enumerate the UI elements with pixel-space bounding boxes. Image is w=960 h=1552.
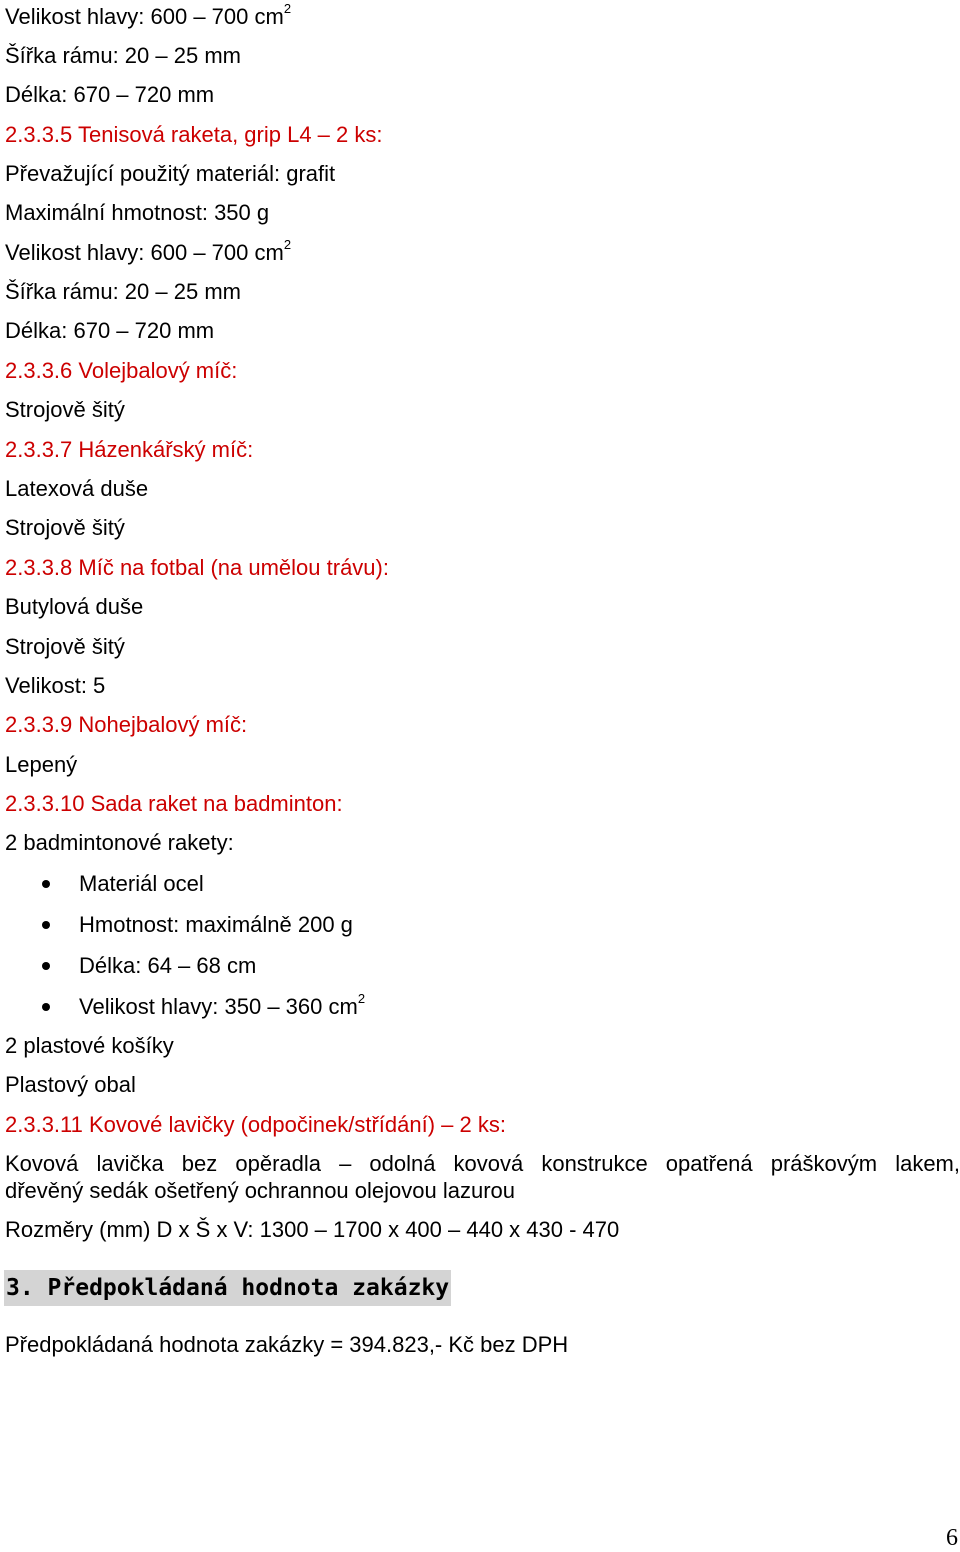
section-heading: 3. Předpokládaná hodnota zakázky xyxy=(4,1270,451,1306)
subsection-heading: 2.3.3.7 Házenkářský míč: xyxy=(5,437,254,462)
bullet-icon xyxy=(42,921,50,929)
bullet-icon xyxy=(42,962,50,970)
subsection-heading: 2.3.3.11 Kovové lavičky (odpočinek/střídání) – 2 ks: xyxy=(5,1112,506,1137)
superscript: 2 xyxy=(283,236,292,252)
superscript: 2 xyxy=(357,990,366,1006)
text-line: Rozměry (mm) D x Š x V: 1300 – 1700 x 400 – 440 x 430 - 470 xyxy=(5,1217,620,1242)
list-item: Délka: 64 – 68 cm xyxy=(79,953,257,978)
superscript: 2 xyxy=(283,0,292,16)
text-line: Butylová duše xyxy=(5,594,144,619)
text-line xyxy=(5,236,292,266)
text-line: Šířka rámu: 20 – 25 mm xyxy=(5,279,241,304)
text-line: Délka: 670 – 720 mm xyxy=(5,318,215,343)
value-line: Předpokládaná hodnota zakázky = 394.823,- Kč bez DPH xyxy=(5,1332,569,1357)
text-line: Délka: 670 – 720 mm xyxy=(5,82,215,107)
subsection-heading: 2.3.3.9 Nohejbalový míč: xyxy=(5,712,248,737)
paragraph-line: dřevěný sedák ošetřený ochrannou olejovou lazurou xyxy=(5,1178,515,1203)
subsection-heading: 2.3.3.6 Volejbalový míč: xyxy=(5,358,238,383)
text-line: Velikost: 5 xyxy=(5,673,106,698)
text-line: Strojově šitý xyxy=(5,397,125,422)
subsection-heading: 2.3.3.10 Sada raket na badminton: xyxy=(5,791,343,816)
text-line: 2 badmintonové rakety: xyxy=(5,830,234,855)
text-line: Strojově šitý xyxy=(5,515,125,540)
text-line: Maximální hmotnost: 350 g xyxy=(5,200,270,225)
page-number: 6 xyxy=(946,1525,958,1551)
line-text: Velikost hlavy: 600 – 700 cm xyxy=(5,240,284,265)
bullet-icon xyxy=(42,1003,50,1011)
bullet-icon xyxy=(42,880,50,888)
text-line: Převažující použitý materiál: grafit xyxy=(5,161,336,186)
line-text: Velikost hlavy: 600 – 700 cm xyxy=(5,4,284,29)
list-item xyxy=(79,990,366,1020)
subsection-heading: 2.3.3.5 Tenisová raketa, grip L4 – 2 ks: xyxy=(5,122,383,147)
text-line xyxy=(5,0,292,30)
text-line: 2 plastové košíky xyxy=(5,1033,174,1058)
subsection-heading: 2.3.3.8 Míč na fotbal (na umělou trávu): xyxy=(5,555,389,580)
list-item: Materiál ocel xyxy=(79,871,204,896)
text-line: Strojově šitý xyxy=(5,634,125,659)
paragraph-line: Kovová lavička bez opěradla – odolná kovová konstrukce opatřená práškovým lakem, xyxy=(5,1151,960,1176)
text-line: Lepený xyxy=(5,752,78,777)
text-line: Šířka rámu: 20 – 25 mm xyxy=(5,43,241,68)
text-line: Plastový obal xyxy=(5,1072,136,1097)
text-line: Latexová duše xyxy=(5,476,149,501)
line-text: Velikost hlavy: 350 – 360 cm xyxy=(79,994,358,1019)
list-item: Hmotnost: maximálně 200 g xyxy=(79,912,353,937)
